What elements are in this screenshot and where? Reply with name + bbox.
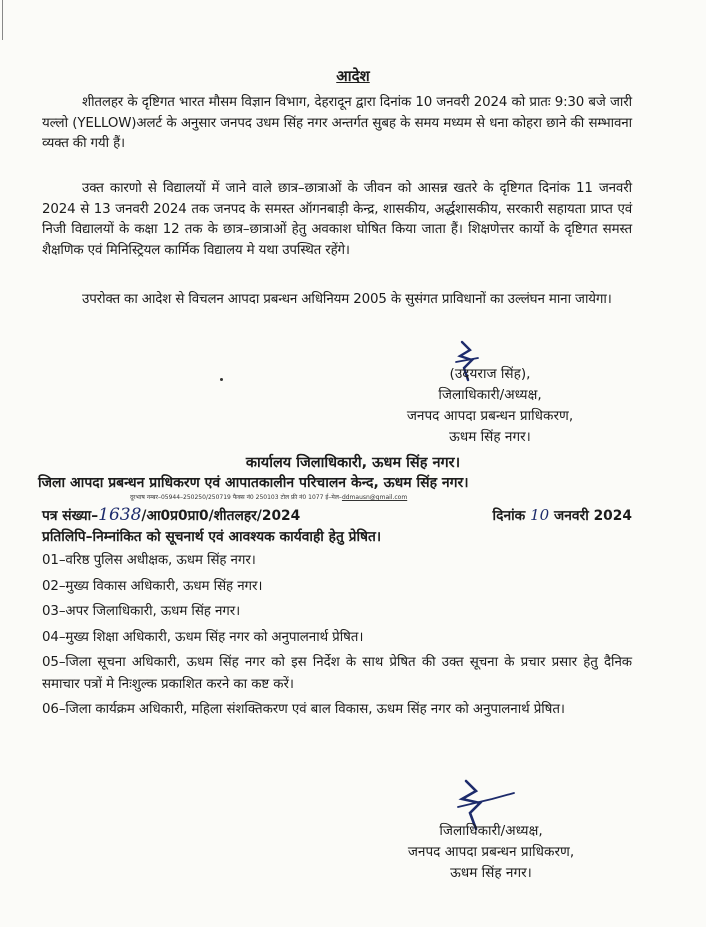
reference-code: /आ0प्र0प्रा0/शीतलहर/2024 [141, 508, 301, 524]
paragraph-weather-alert: शीतलहर के दृष्टिगत भारत मौसम विज्ञान विभाग, देहरादून द्वारा दिनांक 10 जनवरी 2024 को प्रातः 9:30 बजे जारी यल्लो (YELLOW)अलर्ट के अनुसार जनपद उधम सिंह नगर अन्तर्गत सुबह के समय मध्यम से धना कोहरा छाने की सम्भावना व्यक्त की गयी हैं। [42, 95, 632, 151]
contact-numbers: दूरभाष नम्बर–05944–250250/250719 फैक्स नं0 250103 टोल फ्री नं0 1077 ई–मेल– [130, 494, 342, 501]
list-item: 01–वरिष्ठ पुलिस अधीक्षक, ऊधम सिंह नगर। [42, 553, 256, 568]
copy-heading: प्रतिलिपि–निम्नांकित को सूचनार्थ एवं आवश्यक कार्यवाही हेतु प्रेषित। [42, 529, 382, 545]
scan-edge-mark [2, 0, 6, 40]
reference-number-handwritten: 1638 [98, 505, 142, 525]
signatory-place: ऊधम सिंह नगर। [449, 429, 531, 445]
paragraph-legal-warning: उपरोक्त का आदेश से विचलन आपदा प्रबन्धन अधिनियम 2005 के सुसंगत प्राविधानों का उल्लंघन माना जायेगा। [82, 292, 612, 307]
signatory-block-top [360, 364, 620, 448]
date-month-year: जनवरी 2024 [554, 508, 632, 524]
signatory-designation: जिलाधिकारी/अध्यक्ष, [439, 823, 543, 839]
signatory-authority: जनपद आपदा प्रबन्धन प्राधिकरण, [406, 408, 574, 424]
copy-recipient-list [42, 550, 632, 725]
reference-date [493, 505, 632, 526]
office-heading: कार्यालय जिलाधिकारी, ऊधम सिंह नगर। [245, 455, 461, 471]
paragraph-holiday-declaration: उक्त कारणो से विद्यालयों में जाने वाले छात्र–छात्राओं के जीवन को आसन्न खतरे के दृष्टिगत दिनांक 11 जनवरी 2024 से 13 जनवरी 2024 तक जनपद के समस्त ऑगनबाड़ी केन्द्र, शासकीय, अर्द्धशासकीय, सरकारी सहायता प्राप्त एवं निजी विद्यालयों के कक्षा 12 तक के छात्र–छात्राओं हेतु अवकाश घोषित किया जाता हैं। शिक्षणेत्तर कार्यो के दृष्टिगत समस्त शैक्षणिक एवं मिनिस्ट्रियल कार्मिक विद्यालय मे यथा उपस्थित रहेंगे। [42, 181, 632, 258]
signatory-authority: जनपद आपदा प्रबन्धन प्राधिकरण, [407, 844, 575, 860]
office-subheading: जिला आपदा प्रबन्धन प्राधिकरण एवं आपातकालीन परिचालन केन्द, ऊधम सिंह नगर। [38, 475, 469, 491]
order-title: आदेश [336, 67, 370, 85]
signatory-block-bottom [356, 821, 626, 884]
list-item: 05–जिला सूचना अधिकारी, ऊधम सिंह नगर को इस निर्देश के साथ प्रेषित की उक्त सूचना के प्रचार प्रसार हेतु दैनिक समाचार पत्रों मे निःशुल्क प्रकाशित करने का कष्ट करें। [42, 655, 632, 692]
list-item: 03–अपर जिलाधिकारी, ऊधम सिंह नगर। [42, 604, 241, 619]
contact-email: ddmausn@gmail.com [341, 494, 408, 501]
signatory-place: ऊधम सिंह नगर। [450, 865, 532, 881]
list-item: 02–मुख्य विकास अधिकारी, ऊधम सिंह नगर। [42, 578, 263, 594]
date-day-handwritten: 10 [530, 506, 550, 524]
list-item: 06–जिला कार्यक्रम अधिकारी, महिला संशक्तिकरण एवं बाल विकास, ऊधम सिंह नगर को अनुपालनार्थ प्रेषित। [42, 702, 565, 717]
signatory-designation: जिलाधिकारी/अध्यक्ष, [438, 387, 542, 403]
list-item: 04–मुख्य शिक्षा अधिकारी, ऊधम सिंह नगर को अनुपालनार्थ प्रेषित। [42, 629, 364, 645]
reference-line [42, 505, 632, 526]
reference-label: पत्र संख्या– [42, 508, 99, 524]
office-contact-line [130, 494, 550, 502]
ink-speck [220, 378, 223, 381]
date-label: दिनांक [492, 508, 526, 524]
signatory-name: (उदयराज सिंह), [449, 366, 531, 382]
